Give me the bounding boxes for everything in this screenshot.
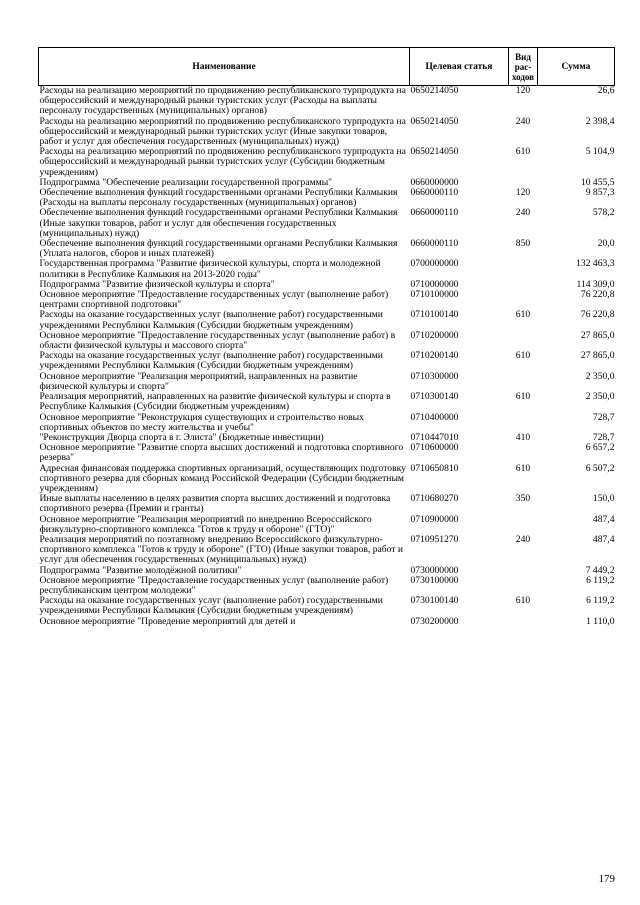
cell-name: Основное мероприятие "Предоставление государственных услуг (выполнение работ) центрами спортивной подготовки" bbox=[39, 289, 389, 311]
header-expense-type: Вид рас-ходов bbox=[509, 48, 538, 86]
cell-sum: 132 463,3 bbox=[576, 258, 615, 270]
cell-sum: 578,2 bbox=[592, 207, 615, 219]
cell-expense-type bbox=[509, 331, 538, 351]
cell-target-article: 0710951270 bbox=[410, 533, 459, 545]
cell-target-article: 0710900000 bbox=[410, 513, 459, 525]
cell-expense-type bbox=[509, 372, 538, 392]
cell-expense-type bbox=[509, 290, 538, 310]
table-row bbox=[39, 617, 615, 627]
cell-target-article: 0710300140 bbox=[410, 391, 459, 403]
cell-name: Основное мероприятие "Проведение мероприятий для детей и bbox=[39, 615, 296, 627]
cell-expense-type bbox=[509, 617, 538, 627]
cell-expense-type: 610 bbox=[515, 146, 531, 158]
cell-sum: 728,7 bbox=[592, 431, 615, 443]
cell-expense-type bbox=[509, 566, 538, 576]
cell-expense-type: 850 bbox=[515, 238, 531, 250]
header-target-article: Целевая статья bbox=[410, 48, 509, 86]
cell-name: Основное мероприятие "Развитие спорта высших достижений и подготовка спортивного резерва" bbox=[39, 442, 404, 464]
cell-target-article: 0650214050 bbox=[410, 85, 459, 96]
cell-expense-type: 610 bbox=[515, 309, 531, 321]
cell-target-article: 0650214050 bbox=[410, 115, 459, 127]
cell-expense-type: 120 bbox=[515, 187, 531, 199]
cell-expense-type: 240 bbox=[515, 533, 531, 545]
cell-name: Основное мероприятие "Реализация мероприятий, направленных на развитие физической культуры и спорта" bbox=[39, 370, 358, 392]
cell-sum: 6 119,2 bbox=[586, 595, 615, 607]
table-row bbox=[39, 372, 615, 392]
cell-expense-type bbox=[509, 515, 538, 535]
cell-name: Подпрограмма "Обеспечение реализации государственной программы" bbox=[39, 176, 333, 188]
cell-expense-type bbox=[509, 443, 538, 463]
cell-target-article: 0650214050 bbox=[410, 146, 459, 158]
cell-name: Подпрограмма "Развитие физической культуры и спорта" bbox=[39, 278, 275, 290]
cell-name: Обеспечение выполнения функций государственными органами Республики Калмыкия (Иные закупки товаров, работ и услуг для обеспечения государственных (муниципальных) нужд) bbox=[39, 207, 398, 239]
table-row bbox=[39, 208, 615, 239]
table-row bbox=[39, 596, 615, 616]
table-row bbox=[39, 239, 615, 259]
cell-name: Реализация мероприятий по поэтапному внедрению Всероссийского физкультурно-спортивного комплекса "Готов к труду и обороне" (ГТО) (Иные закупки товаров, работ и услуг для обеспечения государственных (муниципальных) нужд) bbox=[39, 533, 404, 566]
cell-expense-type: 610 bbox=[515, 350, 531, 362]
cell-sum: 9 857,3 bbox=[585, 187, 615, 199]
cell-target-article: 0710650810 bbox=[410, 462, 459, 474]
cell-name: Основное мероприятие "Предоставление государственных услуг (выполнение работ) республиканским центром молодежи" bbox=[39, 574, 389, 596]
cell-target-article: 0730200000 bbox=[410, 615, 459, 627]
table-row bbox=[39, 117, 615, 148]
cell-target-article: 0710447010 bbox=[410, 431, 459, 443]
cell-name: Основное мероприятие "Реализация мероприятий по внедрению Всероссийского физкультурно-спортивного комплекса "Готов к труду и обороне" (ГТО)" bbox=[39, 513, 372, 535]
cell-expense-type: 240 bbox=[515, 207, 531, 219]
table-row bbox=[39, 290, 615, 310]
table-row bbox=[39, 310, 615, 330]
table-row bbox=[39, 515, 615, 535]
cell-name: Адресная финансовая поддержка спортивных организаций, осуществляющих подготовку спортивного резерва для сборных команд Российской Федерации (Субсидии бюджетным учреждениям) bbox=[39, 462, 406, 494]
cell-sum: 2 350,0 bbox=[585, 391, 615, 403]
header-row bbox=[39, 48, 615, 86]
cell-sum: 487,4 bbox=[592, 513, 615, 525]
table-row bbox=[39, 494, 615, 514]
cell-sum: 76 220,8 bbox=[580, 289, 615, 301]
cell-sum: 5 104,9 bbox=[585, 146, 615, 158]
table-row bbox=[39, 535, 615, 566]
table-body bbox=[39, 86, 615, 627]
cell-name: Расходы на реализацию мероприятий по продвижению республиканского турпродукта на общероссийский и международный рынки туристских услуг (Расходы на выплаты персоналу государственных (муниципальных) органов) bbox=[39, 85, 406, 117]
table-row bbox=[39, 188, 615, 208]
cell-expense-type bbox=[509, 413, 538, 433]
cell-sum: 6 657,2 bbox=[585, 442, 615, 454]
cell-sum: 7 449,2 bbox=[585, 564, 615, 576]
cell-name: Расходы на реализацию мероприятий по продвижению республиканского турпродукта на общероссийский и международный рынки туристских услуг (Субсидии бюджетным учреждениям) bbox=[39, 146, 406, 178]
cell-target-article: 0660000000 bbox=[410, 176, 459, 188]
cell-sum: 6 119,2 bbox=[586, 574, 615, 586]
page-number: 179 bbox=[598, 873, 615, 885]
cell-sum: 20,0 bbox=[597, 238, 615, 250]
cell-sum: 10 455,5 bbox=[580, 176, 615, 188]
cell-name: Расходы на оказание государственных услуг (выполнение работ) государственными учреждениями Республики Калмыкия (Субсидии бюджетным учреждениям) bbox=[39, 350, 383, 372]
cell-target-article: 0710200000 bbox=[410, 329, 459, 341]
cell-name: "Реконструкция Дворца спорта в г. Элиста" (Бюджетные инвестиции) bbox=[39, 431, 324, 443]
cell-expense-type bbox=[509, 259, 538, 279]
table-row bbox=[39, 413, 615, 433]
cell-expense-type bbox=[509, 576, 538, 596]
cell-name: Государственная программа "Развитие физической культуры, спорта и молодежной политики в Республике Калмыкия на 2013-2020 годы" bbox=[39, 258, 381, 280]
cell-target-article: 0660000110 bbox=[410, 238, 459, 250]
cell-expense-type: 240 bbox=[515, 115, 531, 127]
cell-sum: 27 865,0 bbox=[580, 329, 615, 341]
cell-target-article: 0710680270 bbox=[410, 493, 459, 505]
cell-target-article: 0730100140 bbox=[410, 595, 459, 607]
cell-expense-type: 120 bbox=[515, 85, 531, 96]
table-row bbox=[39, 331, 615, 351]
cell-sum: 487,4 bbox=[592, 533, 615, 545]
cell-target-article: 0660000110 bbox=[410, 187, 459, 199]
cell-target-article: 0710300000 bbox=[410, 370, 459, 382]
cell-expense-type: 610 bbox=[515, 391, 531, 403]
table-row bbox=[39, 147, 615, 178]
table-row bbox=[39, 86, 615, 117]
cell-target-article: 0700000000 bbox=[410, 258, 459, 270]
cell-sum: 76 220,8 bbox=[580, 309, 615, 321]
cell-expense-type: 410 bbox=[515, 431, 531, 443]
cell-target-article: 0710000000 bbox=[410, 278, 459, 290]
budget-table bbox=[38, 47, 615, 627]
table-row bbox=[39, 464, 615, 495]
cell-sum: 6 507,2 bbox=[585, 462, 615, 474]
cell-name: Основное мероприятие "Реконструкция существующих и строительство новых спортивных объектов по месту жительства и учебы" bbox=[39, 411, 364, 433]
cell-name: Расходы на оказание государственных услуг (выполнение работ) государственными учреждениями Республики Калмыкия (Субсидии бюджетным учреждениям) bbox=[39, 595, 383, 617]
header-name: Наименование bbox=[39, 48, 410, 86]
table-row bbox=[39, 259, 615, 279]
cell-sum: 150,0 bbox=[592, 493, 615, 505]
cell-sum: 2 350,0 bbox=[585, 370, 615, 382]
cell-target-article: 0710400000 bbox=[410, 411, 459, 423]
cell-sum: 26,6 bbox=[597, 85, 615, 96]
cell-name: Иные выплаты населению в целях развития спорта высших достижений и подготовка спортивного резерва (Премии и гранты) bbox=[39, 493, 391, 515]
cell-expense-type: 350 bbox=[515, 493, 531, 505]
cell-expense-type: 610 bbox=[515, 595, 531, 607]
cell-expense-type bbox=[509, 280, 538, 290]
cell-sum: 728,7 bbox=[592, 411, 615, 423]
table-header bbox=[39, 48, 615, 86]
cell-name: Основное мероприятие "Предоставление государственных услуг (выполнение работ) в области физической культуры и массового спорта" bbox=[39, 329, 396, 352]
cell-name: Расходы на оказание государственных услуг (выполнение работ) государственными учреждениями Республики Калмыкия (Субсидии бюджетным учреждениям) bbox=[39, 309, 383, 331]
cell-sum: 1 110,0 bbox=[586, 615, 615, 627]
cell-sum: 114 309,0 bbox=[576, 278, 615, 290]
cell-name: Подпрограмма "Развитие молодёжной политики" bbox=[39, 564, 242, 576]
table-row bbox=[39, 576, 615, 596]
cell-target-article: 0730000000 bbox=[410, 564, 459, 576]
cell-target-article: 0710100140 bbox=[410, 309, 459, 321]
cell-name: Обеспечение выполнения функций государственными органами Республики Калмыкия (Уплата налогов, сборов и иных платежей) bbox=[39, 238, 398, 260]
table-row bbox=[39, 443, 615, 463]
cell-sum: 27 865,0 bbox=[580, 350, 615, 362]
table-row bbox=[39, 392, 615, 412]
header-sum: Сумма bbox=[538, 48, 615, 86]
cell-target-article: 0660000110 bbox=[410, 207, 459, 219]
table-row bbox=[39, 351, 615, 371]
cell-name: Обеспечение выполнения функций государственными органами Республики Калмыкия (Расходы на выплаты персоналу государственных (муниципальных) органов) bbox=[39, 187, 398, 209]
cell-target-article: 0710200140 bbox=[410, 350, 459, 362]
cell-sum: 2 398,4 bbox=[585, 115, 615, 127]
cell-name: Реализация мероприятий, направленных на развитие физической культуры и спорта в Республике Калмыкия (Субсидии бюджетным учреждениям) bbox=[39, 391, 391, 413]
cell-target-article: 0710100000 bbox=[410, 289, 459, 301]
cell-target-article: 0710600000 bbox=[410, 442, 459, 454]
cell-expense-type: 610 bbox=[515, 462, 531, 474]
cell-target-article: 0730100000 bbox=[410, 574, 459, 586]
cell-name: Расходы на реализацию мероприятий по продвижению республиканского турпродукта на общероссийский и международный рынки туристских услуг (Иные закупки товаров, работ и услуг для обеспечения государственных (муниципальных) нужд) bbox=[39, 115, 406, 148]
